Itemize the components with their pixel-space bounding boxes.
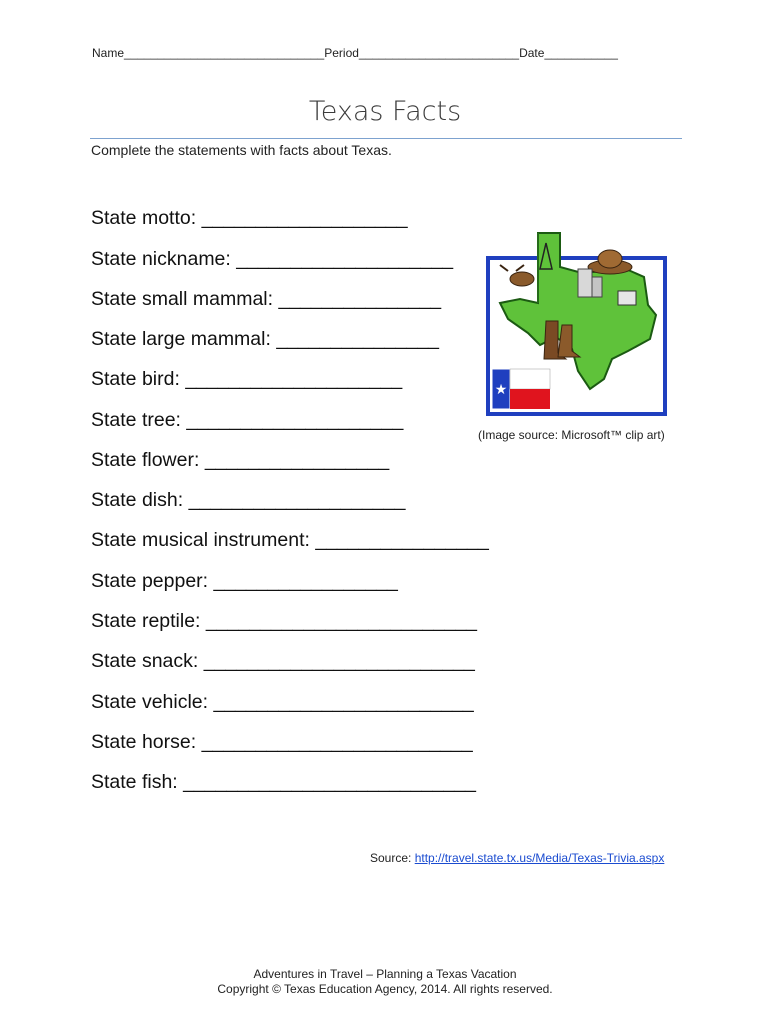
fact-blank[interactable]: ___________________________	[183, 771, 476, 793]
fact-blank[interactable]: _______________	[276, 328, 440, 350]
image-caption: (Image source: Microsoft™ clip art)	[478, 428, 665, 442]
fact-blank[interactable]: ________________________	[213, 691, 474, 713]
fact-blank[interactable]: _________________________	[205, 610, 478, 632]
fact-row-reptile	[91, 610, 477, 633]
fact-row-large-mammal	[91, 328, 439, 351]
fact-blank[interactable]: ____________________	[186, 409, 404, 431]
name-label: Name	[92, 46, 125, 60]
fact-label: State musical instrument:	[91, 529, 316, 551]
fact-blank[interactable]: ____________________	[236, 248, 454, 270]
fact-row-dish	[91, 489, 405, 512]
fact-label: State bird:	[91, 368, 186, 390]
fact-row-nickname	[91, 248, 453, 271]
fact-label: State flower:	[91, 449, 205, 471]
fact-blank[interactable]: _______________	[278, 288, 442, 310]
fact-label: State vehicle:	[91, 691, 214, 713]
date-label: Date	[519, 46, 545, 60]
fact-label: State horse:	[91, 731, 202, 753]
fact-row-snack	[91, 650, 475, 673]
fact-blank[interactable]: _________________	[204, 449, 390, 471]
fact-label: State pepper:	[91, 570, 214, 592]
computer-icon	[618, 291, 636, 305]
fact-row-small-mammal	[91, 288, 441, 311]
fact-blank[interactable]: ____________________	[188, 489, 406, 511]
fact-row-pepper	[91, 570, 398, 593]
fact-label: State fish:	[91, 771, 184, 793]
fact-blank[interactable]: _________________	[213, 570, 398, 592]
fact-label: State nickname:	[91, 248, 237, 270]
fact-row-horse	[91, 731, 473, 754]
fact-row-flower	[91, 449, 389, 472]
date-blank[interactable]: ___________	[544, 46, 618, 60]
texas-clipart	[486, 229, 667, 416]
footer-copyright: Copyright © Texas Education Agency, 2014. All rights reserved.	[217, 982, 553, 996]
page-title: Texas Facts	[308, 96, 462, 127]
fact-label: State motto:	[91, 207, 202, 229]
fact-row-musical-instrument	[91, 529, 489, 552]
fact-row-motto	[91, 207, 408, 230]
fact-label: State snack:	[91, 650, 204, 672]
student-info-line	[92, 46, 618, 60]
svg-text:★: ★	[494, 382, 508, 398]
fact-label: State tree:	[91, 409, 187, 431]
fact-label: State small mammal:	[91, 288, 279, 310]
fact-blank[interactable]: _________________________	[203, 650, 475, 672]
fact-row-fish	[91, 771, 476, 794]
source-link[interactable]: http://travel.state.tx.us/Media/Texas-Trivia.aspx	[414, 851, 665, 865]
footer-title: Adventures in Travel – Planning a Texas Vacation	[253, 967, 517, 981]
fact-blank[interactable]: _________________________	[201, 731, 473, 753]
source-line	[370, 851, 664, 865]
fact-blank[interactable]: ________________	[315, 529, 489, 551]
name-blank[interactable]: ______________________________	[124, 46, 325, 60]
fact-label: State large mammal:	[91, 328, 277, 350]
instructions: Complete the statements with facts about Texas.	[91, 142, 392, 158]
fact-row-vehicle	[91, 691, 474, 714]
title-divider	[90, 138, 682, 139]
source-label: Source:	[370, 851, 415, 865]
period-blank[interactable]: ________________________	[358, 46, 520, 60]
fact-blank[interactable]: ____________________	[185, 368, 403, 390]
fact-label: State dish:	[91, 489, 189, 511]
skyscraper-icon	[578, 269, 592, 297]
fact-blank[interactable]: ___________________	[201, 207, 408, 229]
period-label: Period	[324, 46, 359, 60]
clipart-banner-text: Texas • U.S.A.	[574, 397, 654, 411]
texas-flag-icon	[492, 369, 550, 409]
fact-row-bird	[91, 368, 402, 391]
fact-row-tree	[91, 409, 403, 432]
fact-label: State reptile:	[91, 610, 206, 632]
